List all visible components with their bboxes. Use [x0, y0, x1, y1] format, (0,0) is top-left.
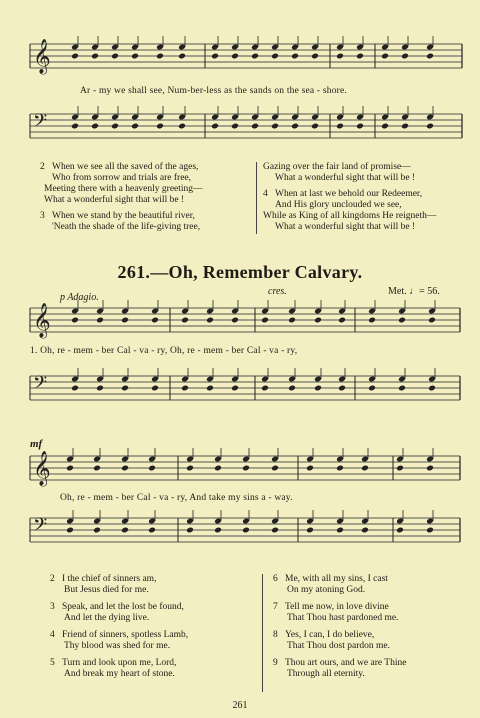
notehead	[288, 317, 296, 324]
notehead	[91, 123, 99, 130]
treble-clef-icon: 𝄞	[33, 303, 51, 338]
verse-line: I the chief of sinners am,	[62, 574, 157, 584]
hymn-system1-bass-staff	[0, 368, 480, 418]
notehead	[231, 53, 239, 60]
metronome-marking: Met. ♩= 56.	[388, 286, 440, 297]
verse-2-top	[40, 162, 250, 206]
notehead	[231, 385, 239, 392]
notehead	[314, 317, 322, 324]
bass-clef-icon: 𝄢	[33, 373, 48, 398]
notehead	[71, 123, 79, 130]
top-treble-staff	[0, 36, 480, 86]
notehead	[401, 123, 409, 130]
verse-line: Me, with all my sins, I cast	[285, 574, 388, 584]
crescendo-marking: cres.	[268, 286, 287, 297]
notehead	[311, 53, 319, 60]
notehead	[71, 53, 79, 60]
verse-line: Turn and look upon me, Lord,	[62, 658, 177, 668]
verse-number: 7	[273, 602, 278, 612]
notehead	[231, 123, 239, 130]
verse-line: When we stand by the beautiful river,	[52, 211, 195, 221]
notehead	[214, 527, 222, 534]
verse-number: 4	[263, 189, 268, 199]
notehead	[66, 527, 74, 534]
verse-4	[50, 630, 255, 652]
verse-line: Through all eternity.	[287, 669, 365, 679]
notehead	[396, 465, 404, 472]
notehead	[93, 527, 101, 534]
notehead	[156, 53, 164, 60]
notehead	[261, 317, 269, 324]
verse-line: And let the dying live.	[64, 613, 150, 623]
notehead	[251, 53, 259, 60]
verse-number: 2	[50, 574, 55, 584]
notehead	[428, 385, 436, 392]
verse-number: 4	[50, 630, 55, 640]
notehead	[338, 317, 346, 324]
notehead	[396, 527, 404, 534]
bass-clef-icon: 𝄢	[33, 515, 48, 540]
verse-line: 'Neath the shade of the life-giving tree,	[52, 222, 201, 232]
hymn-system1-treble-staff	[0, 300, 480, 350]
verse-2	[50, 574, 255, 596]
notehead	[151, 317, 159, 324]
verse-line: When at last we behold our Redeemer,	[275, 189, 423, 199]
notehead	[66, 465, 74, 472]
verse-number: 6	[273, 574, 278, 584]
notehead	[428, 317, 436, 324]
notehead	[186, 465, 194, 472]
notehead	[426, 527, 434, 534]
notehead	[71, 385, 79, 392]
verse-number: 5	[50, 658, 55, 668]
notehead	[181, 385, 189, 392]
top-verses-left	[40, 162, 250, 238]
verse-number: 3	[40, 211, 45, 221]
verse-number: 2	[40, 162, 45, 172]
notehead	[186, 527, 194, 534]
notehead	[338, 385, 346, 392]
notehead	[288, 385, 296, 392]
notehead	[336, 53, 344, 60]
verse-line: Meeting there with a heavenly greeting—	[44, 184, 203, 194]
verse-line: Tell me now, in love divine	[285, 602, 389, 612]
notehead	[111, 53, 119, 60]
notehead	[381, 53, 389, 60]
notehead	[381, 123, 389, 130]
notehead	[96, 385, 104, 392]
verse-3	[50, 602, 255, 624]
notehead	[306, 465, 314, 472]
notehead	[206, 385, 214, 392]
notehead	[271, 527, 279, 534]
notehead	[361, 465, 369, 472]
bottom-verses-right	[262, 574, 473, 692]
notehead	[336, 527, 344, 534]
notehead	[148, 465, 156, 472]
notehead	[368, 385, 376, 392]
notehead	[271, 53, 279, 60]
top-verses	[0, 160, 480, 236]
notehead	[398, 385, 406, 392]
notehead	[111, 123, 119, 130]
notehead	[121, 317, 129, 324]
verse-5	[50, 658, 255, 680]
tempo-marking: p Adagio.	[60, 292, 99, 303]
notehead	[148, 527, 156, 534]
verse-line: When we see all the saved of the ages,	[52, 162, 199, 172]
hymn-lyric-line-1: 1. Oh, re - mem - ber Cal - va - ry, Oh, re - mem - ber Cal - va - ry,	[30, 346, 298, 356]
bottom-verses-left	[50, 574, 255, 686]
notehead	[178, 53, 186, 60]
notehead	[131, 53, 139, 60]
verse-line: But Jesus died for me.	[64, 585, 149, 595]
verse-4-top	[263, 189, 473, 233]
notehead	[206, 317, 214, 324]
notehead	[356, 123, 364, 130]
verse-3-top-continued	[263, 162, 473, 184]
notehead	[426, 53, 434, 60]
notehead	[336, 465, 344, 472]
verse-line: Yes, I can, I do believe,	[285, 630, 375, 640]
treble-clef-icon: 𝄞	[33, 39, 51, 74]
notehead	[214, 465, 222, 472]
verse-line: Thou art ours, and we are Thine	[285, 658, 407, 668]
verse-number: 3	[50, 602, 55, 612]
notehead	[314, 385, 322, 392]
verse-line: Thy blood was shed for me.	[64, 641, 171, 651]
verse-line: And break my heart of stone.	[64, 669, 175, 679]
notehead	[306, 527, 314, 534]
notehead	[151, 385, 159, 392]
hymn-lyric-line-2: Oh, re - mem - ber Cal - va - ry, And take my sins a - way.	[60, 493, 293, 503]
bass-clef-icon: 𝄢	[33, 111, 48, 136]
verse-3-top	[40, 211, 250, 233]
verse-9	[273, 658, 473, 680]
notehead	[398, 317, 406, 324]
notehead	[242, 527, 250, 534]
notehead	[211, 123, 219, 130]
hymn-title: 261.—Oh, Remember Calvary.	[117, 262, 363, 282]
notehead	[336, 123, 344, 130]
verse-8	[273, 630, 473, 652]
notehead	[361, 527, 369, 534]
hymn-system2-treble-staff	[0, 448, 480, 498]
verse-line: Friend of sinners, spotless Lamb,	[62, 630, 189, 640]
verse-line: What a wonderful sight that will be !	[275, 222, 416, 232]
notehead	[181, 317, 189, 324]
notehead	[93, 465, 101, 472]
notehead	[231, 317, 239, 324]
verse-line: That Thou hast pardoned me.	[287, 613, 399, 623]
verse-line: Who from sorrow and trials are free,	[52, 173, 192, 183]
notehead	[211, 53, 219, 60]
dynamic-marking: mf	[30, 438, 43, 450]
bottom-verses	[0, 570, 480, 695]
notehead	[356, 53, 364, 60]
notehead	[311, 123, 319, 130]
notehead	[368, 317, 376, 324]
page-number: 261	[232, 700, 248, 711]
verse-line: Gazing over the fair land of promise—	[263, 162, 411, 172]
verse-line: Speak, and let the lost be found,	[62, 602, 184, 612]
notehead	[131, 123, 139, 130]
notehead	[426, 123, 434, 130]
notehead	[251, 123, 259, 130]
verse-line: What a wonderful sight that will be !	[44, 195, 185, 205]
notehead	[96, 317, 104, 324]
notehead	[121, 385, 129, 392]
notehead	[426, 465, 434, 472]
verse-6	[273, 574, 473, 596]
verse-number: 9	[273, 658, 278, 668]
treble-clef-icon: 𝄞	[33, 451, 51, 486]
notehead	[91, 53, 99, 60]
notehead	[71, 317, 79, 324]
notehead	[271, 123, 279, 130]
verse-line: While as King of all kingdoms He reigneth—	[263, 211, 437, 221]
verse-line: What a wonderful sight that will be !	[275, 173, 416, 183]
hymn-system2-bass-staff	[0, 510, 480, 560]
top-verses-right	[256, 162, 473, 234]
notehead	[401, 53, 409, 60]
notehead	[261, 385, 269, 392]
notehead	[121, 527, 129, 534]
verse-line: On my atoning God.	[287, 585, 366, 595]
notehead	[156, 123, 164, 130]
notehead	[242, 465, 250, 472]
notehead	[178, 123, 186, 130]
verse-line: And His glory unclouded we see,	[275, 200, 402, 210]
top-bass-staff	[0, 106, 480, 156]
notehead	[291, 53, 299, 60]
verse-line: That Thou dost pardon me.	[287, 641, 390, 651]
notehead	[121, 465, 129, 472]
notehead	[291, 123, 299, 130]
notehead	[271, 465, 279, 472]
verse-7	[273, 602, 473, 624]
verse-number: 8	[273, 630, 278, 640]
top-lyric-line: Ar - my we shall see, Num-ber-less as the sands on the sea - shore.	[80, 86, 348, 96]
